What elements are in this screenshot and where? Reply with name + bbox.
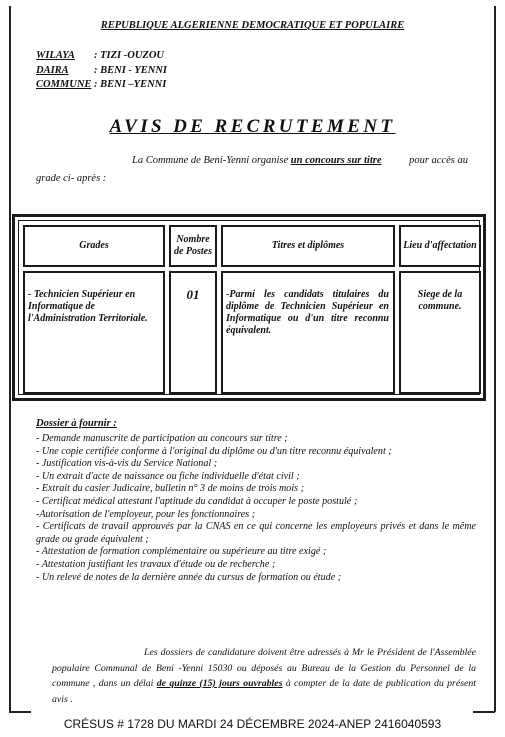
header-cell-titres: Titres et diplômes <box>221 225 395 267</box>
dossier-item: - Une copie certifiée conforme à l'original du diplôme ou d'un titre reconnu équivalent ; <box>36 445 392 457</box>
frame-right-border <box>494 6 496 712</box>
cell-lieu: Siege de la commune. <box>399 271 481 394</box>
dossier-item: - Un relevé de notes de la dernière année du cursus de formation ou étude ; <box>36 571 342 583</box>
dossier-title: Dossier à fournir : <box>36 418 117 429</box>
header-cell-lieu: Lieu d'affectation <box>399 225 481 267</box>
header-cell-grades: Grades <box>23 225 165 267</box>
dossier-item: - Attestation justifiant les travaux d'étude ou de recherche ; <box>36 558 276 570</box>
admin-label: DAIRA <box>36 64 69 76</box>
frame-bottom-left-border <box>9 711 31 713</box>
intro-line-2: grade ci- après : <box>36 173 107 184</box>
dossier-item: - Certificat médical attestant l'aptitude du candidat à occuper le poste postulé ; <box>36 495 358 507</box>
dossier-item: - Extrait du casier Judicaire, bulletin n° 3 de moins de trois mois ; <box>36 483 304 495</box>
closing-text-after: à compter de la date de publication du présent avis . <box>52 678 476 705</box>
closing-underlined-text: de quinze (15) jours ouvrables <box>156 678 283 689</box>
admin-value: : TIZI -OUZOU <box>94 50 164 61</box>
intro-paragraph <box>36 152 468 188</box>
admin-value: : BENI –YENNI <box>94 79 167 90</box>
admin-row-commune <box>36 79 167 94</box>
dossier-item: - Demande manuscrite de participation au concours sur titre ; <box>36 433 288 444</box>
publication-footer: CRÉSUS # 1728 DU MARDI 24 DÉCEMBRE 2024-ANEP 2416040593 <box>63 717 442 731</box>
document-title: AVIS DE RECRUTEMENT <box>109 116 396 137</box>
closing-text-before: Les dossiers de candidature doivent être adressés à Mr le Président de l'Assemblée populaire Communal de Beni -Yenni 15030 ou déposés au Bureau de la Gestion du Personnel de la commune , dans un délai <box>52 647 476 689</box>
dossier-item: - Un extrait d'acte de naissance ou fiche individuelle d'état civil ; <box>36 470 300 482</box>
admin-row-daira <box>36 65 167 80</box>
cell-postes: 01 <box>169 271 217 394</box>
header-cell-nombre: Nombre de Postes <box>169 225 217 267</box>
administrative-block <box>36 50 167 94</box>
cell-grade: - Technicien Supérieur en Informatique de l'Administration Territoriale. <box>23 271 165 394</box>
dossier-section <box>36 418 476 584</box>
dossier-item: - Certificats de travail approuvés par la CNAS en ce qui concerne les employeurs privés et dans le même grade ou grade équivalent ; <box>36 521 476 545</box>
recruitment-table <box>12 214 486 401</box>
frame-bottom-right-border <box>473 711 495 713</box>
admin-label: WILAYA <box>36 50 75 61</box>
intro-line-1 <box>36 152 468 170</box>
intro-underlined-text: un concours sur titre <box>290 155 382 166</box>
admin-label: COMMUNE <box>36 79 92 90</box>
admin-row-wilaya <box>36 50 167 65</box>
intro-text-before: La Commune de Beni-Yenni organise <box>132 155 289 166</box>
cell-titres: -Parmi les candidats titulaires du diplôme de Technicien Supérieur en Informatique ou d'un titre reconnu équivalent. <box>221 271 395 394</box>
republic-heading: REPUBLIQUE ALGERIENNE DEMOCRATIQUE ET POPULAIRE <box>100 20 405 31</box>
recruitment-table-inner <box>18 220 480 395</box>
dossier-item: - Justification vis-à-vis du Service National ; <box>36 458 218 470</box>
dossier-item: -Autorisation de l'employeur, pour les fonctionnaires ; <box>36 508 256 520</box>
frame-left-border <box>9 6 11 712</box>
admin-value: : BENI - YENNI <box>94 64 168 76</box>
closing-paragraph <box>52 645 476 707</box>
intro-text-after: pour accès au <box>409 155 468 166</box>
dossier-item: - Attestation de formation complémentaire ou supérieure au titre exigé ; <box>36 546 327 558</box>
